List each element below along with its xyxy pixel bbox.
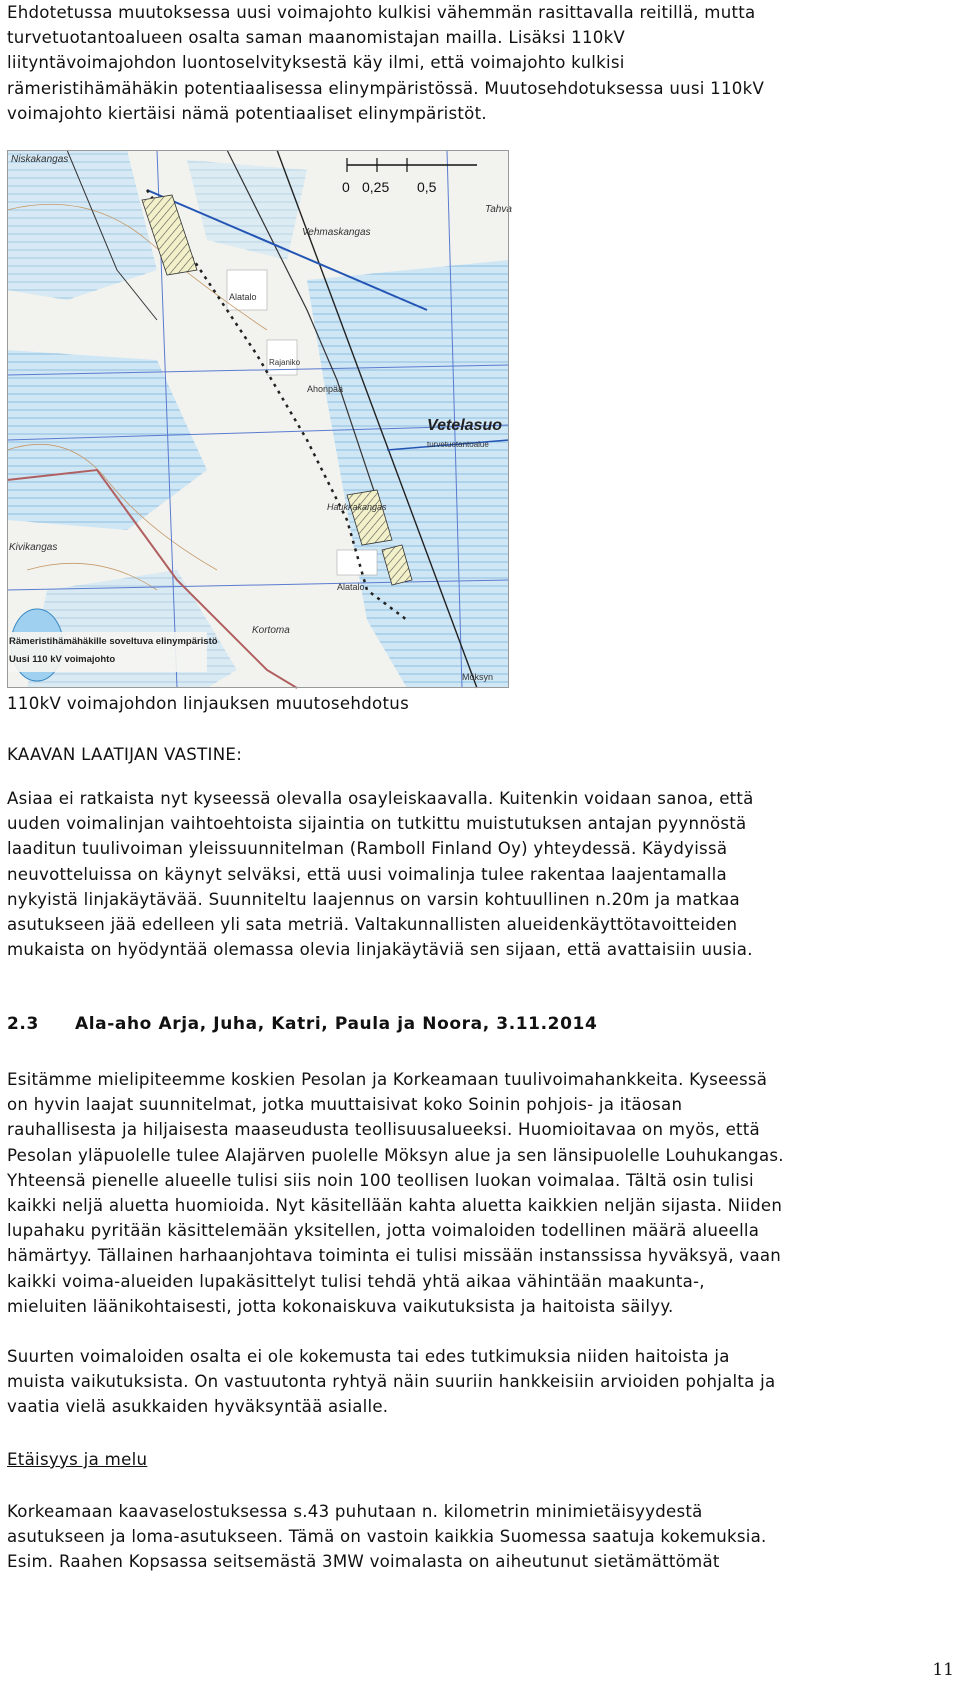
place-label: Kivikangas <box>9 542 58 553</box>
place-label: Alatalo <box>229 292 257 302</box>
place-label: turvetuotantoalue <box>427 440 489 449</box>
intro-line: liityntävoimajohdon luontoselvityksestä käy ilmi, että voimajohto kulkisi <box>7 53 625 73</box>
body-line: vaatia vielä asukkaiden hyväksyntää asialle. <box>7 1397 389 1417</box>
response-line: mukaista on hyödyntää olemassa olevia linjakäytäviä sen sijaan, että avattaisiin uusia. <box>7 940 753 960</box>
body-line: Korkeamaan kaavaselostuksessa s.43 puhutaan n. kilometrin minimietäisyydestä <box>7 1502 703 1521</box>
response-line: Asiaa ei ratkaista nyt kyseessä olevalla osayleiskaavalla. Kuitenkin voidaan sanoa, että <box>7 789 754 808</box>
field-area <box>227 270 267 310</box>
body-line: kaikki neljä aluetta huomioida. Nyt käsitellään kahta aluetta kaikkien neljän sijasta. Niiden <box>7 1196 783 1216</box>
body-paragraph-1 <box>7 1067 957 1319</box>
body-line: Suurten voimaloiden osalta ei ole kokemusta tai edes tutkimuksia niiden haitoista ja <box>7 1347 730 1366</box>
legend-habitat-label: Rämeristihämähäkille soveltuva elinympäristö <box>9 636 218 647</box>
place-label: Ahonpää <box>307 384 344 394</box>
response-line: nykyistä linjakäytävää. Suunniteltu laajennus on varsin kohtuullinen n.20m ja matkaa <box>7 889 740 909</box>
section-title: Ala-aho Arja, Juha, Katri, Paula ja Noora, 3.11.2014 <box>75 1014 598 1034</box>
body-line: hämärtyy. Tällainen harhaanjohtava toiminta ei tulisi missään instanssissa hyväksyä, vaan <box>7 1246 782 1266</box>
response-title: KAAVAN LAATIJAN VASTINE: <box>7 745 243 764</box>
intro-line: rämeristihämähäkin potentiaalisessa elinympäristössä. Muutosehdotuksessa uusi 110kV <box>7 78 765 98</box>
section-heading <box>7 1014 597 1034</box>
body-line: Esitämme mielipiteemme koskien Pesolan ja Korkeamaan tuulivoimahankkeita. Kyseessä <box>7 1070 768 1089</box>
place-label: Tahva <box>485 204 512 215</box>
body-line: rauhallisesta ja hiljaisesta maaseudusta teollisuusalueeksi. Huomioitavaa on myös, että <box>7 1120 760 1140</box>
scale-label: 0 <box>342 179 350 195</box>
intro-line: Ehdotetussa muutoksessa uusi voimajohto kulkisi vähemmän rasittavalla reitillä, mutta <box>7 3 756 22</box>
intro-line: voimajohto kiertäisi nämä potentiaaliset elinympäristöt. <box>7 103 487 123</box>
place-label: Haukkakangas <box>327 502 387 512</box>
place-label: Vehmaskangas <box>302 227 371 238</box>
scale-label: 0,5 <box>417 179 437 195</box>
body-line: Esim. Raahen Kopsassa seitsemästä 3MW voimalasta on aiheutunut sietämättömät <box>7 1552 720 1572</box>
response-line: neuvotteluissa on käynyt selväksi, että uusi voimalinja tulee rakentaa laajentamalla <box>7 864 727 884</box>
map-caption: 110kV voimajohdon linjauksen muutosehdotus <box>7 694 410 713</box>
map-graphic <box>7 150 512 688</box>
body-line: kaikki voima-alueiden lupakäsittelyt tulisi tehdä yhtä aikaa vähintään maakunta-, <box>7 1271 705 1291</box>
subheading-distance-noise: Etäisyys ja melu <box>7 1450 148 1469</box>
place-label: Kortoma <box>252 625 290 636</box>
body-line: on hyvin laajat suunnitelmat, jotka muuttaisivat koko Soinin pohjois- ja itäosan <box>7 1095 683 1115</box>
field-area <box>337 550 377 575</box>
body-paragraph-3 <box>7 1499 957 1575</box>
response-paragraph <box>7 786 957 962</box>
scale-label: 0,25 <box>362 179 390 195</box>
response-line: laaditun tuulivoiman yleissuunnitelman (Ramboll Finland Oy) yhteydessä. Käydyissä <box>7 839 728 859</box>
place-label: Rajaniko <box>269 358 301 367</box>
place-label: Alatalo <box>337 582 365 592</box>
body-line: muista vaikutuksista. On vastuutonta ryhtyä näin suuriin hankkeisiin arvioiden pohjalta ja <box>7 1372 776 1392</box>
body-line: asutukseen ja loma-asutukseen. Tämä on vastoin kaikkia Suomessa saatuja kokemuksia. <box>7 1527 767 1547</box>
section-number: 2.3 <box>7 1014 39 1034</box>
response-line: asutukseen jää edelleen yli sata metriä. Valtakunnallisten alueidenkäyttötavoitteiden <box>7 915 738 935</box>
map-image <box>7 150 512 688</box>
body-line: Yhteensä pienelle alueelle tulisi siis noin 100 teollisen luokan voimalaa. Tältä osin tulisi <box>7 1170 754 1190</box>
body-line: mieluiten läänikohtaisesti, jotta kokonaiskuva vaikutuksista ja haitoista säilyy. <box>7 1296 674 1316</box>
body-line: Pesolan yläpuolelle tulee Alajärven puolelle Möksyn alue ja sen länsipuolelle Louhukangas. <box>7 1145 784 1165</box>
response-line: uuden voimalinjan vaihtoehtoista sijaintia on tutkittu muistutuksen antajan pyynnöstä <box>7 814 747 834</box>
intro-paragraph <box>7 0 957 126</box>
page-number: 11 <box>932 1660 954 1680</box>
place-label: Möksyn <box>462 672 494 682</box>
body-paragraph-2 <box>7 1344 957 1420</box>
legend-line-label: Uusi 110 kV voimajohto <box>9 654 116 665</box>
intro-line: turvetuotantoalueen osalta saman maanomistajan mailla. Lisäksi 110kV <box>7 28 626 48</box>
place-label: Vetelasuo <box>427 417 502 434</box>
body-line: lupahaku pyritään käsittelemään yksitellen, jotta voimaloiden todellinen määrä alueella <box>7 1221 760 1241</box>
place-label: Niskakangas <box>11 154 69 165</box>
